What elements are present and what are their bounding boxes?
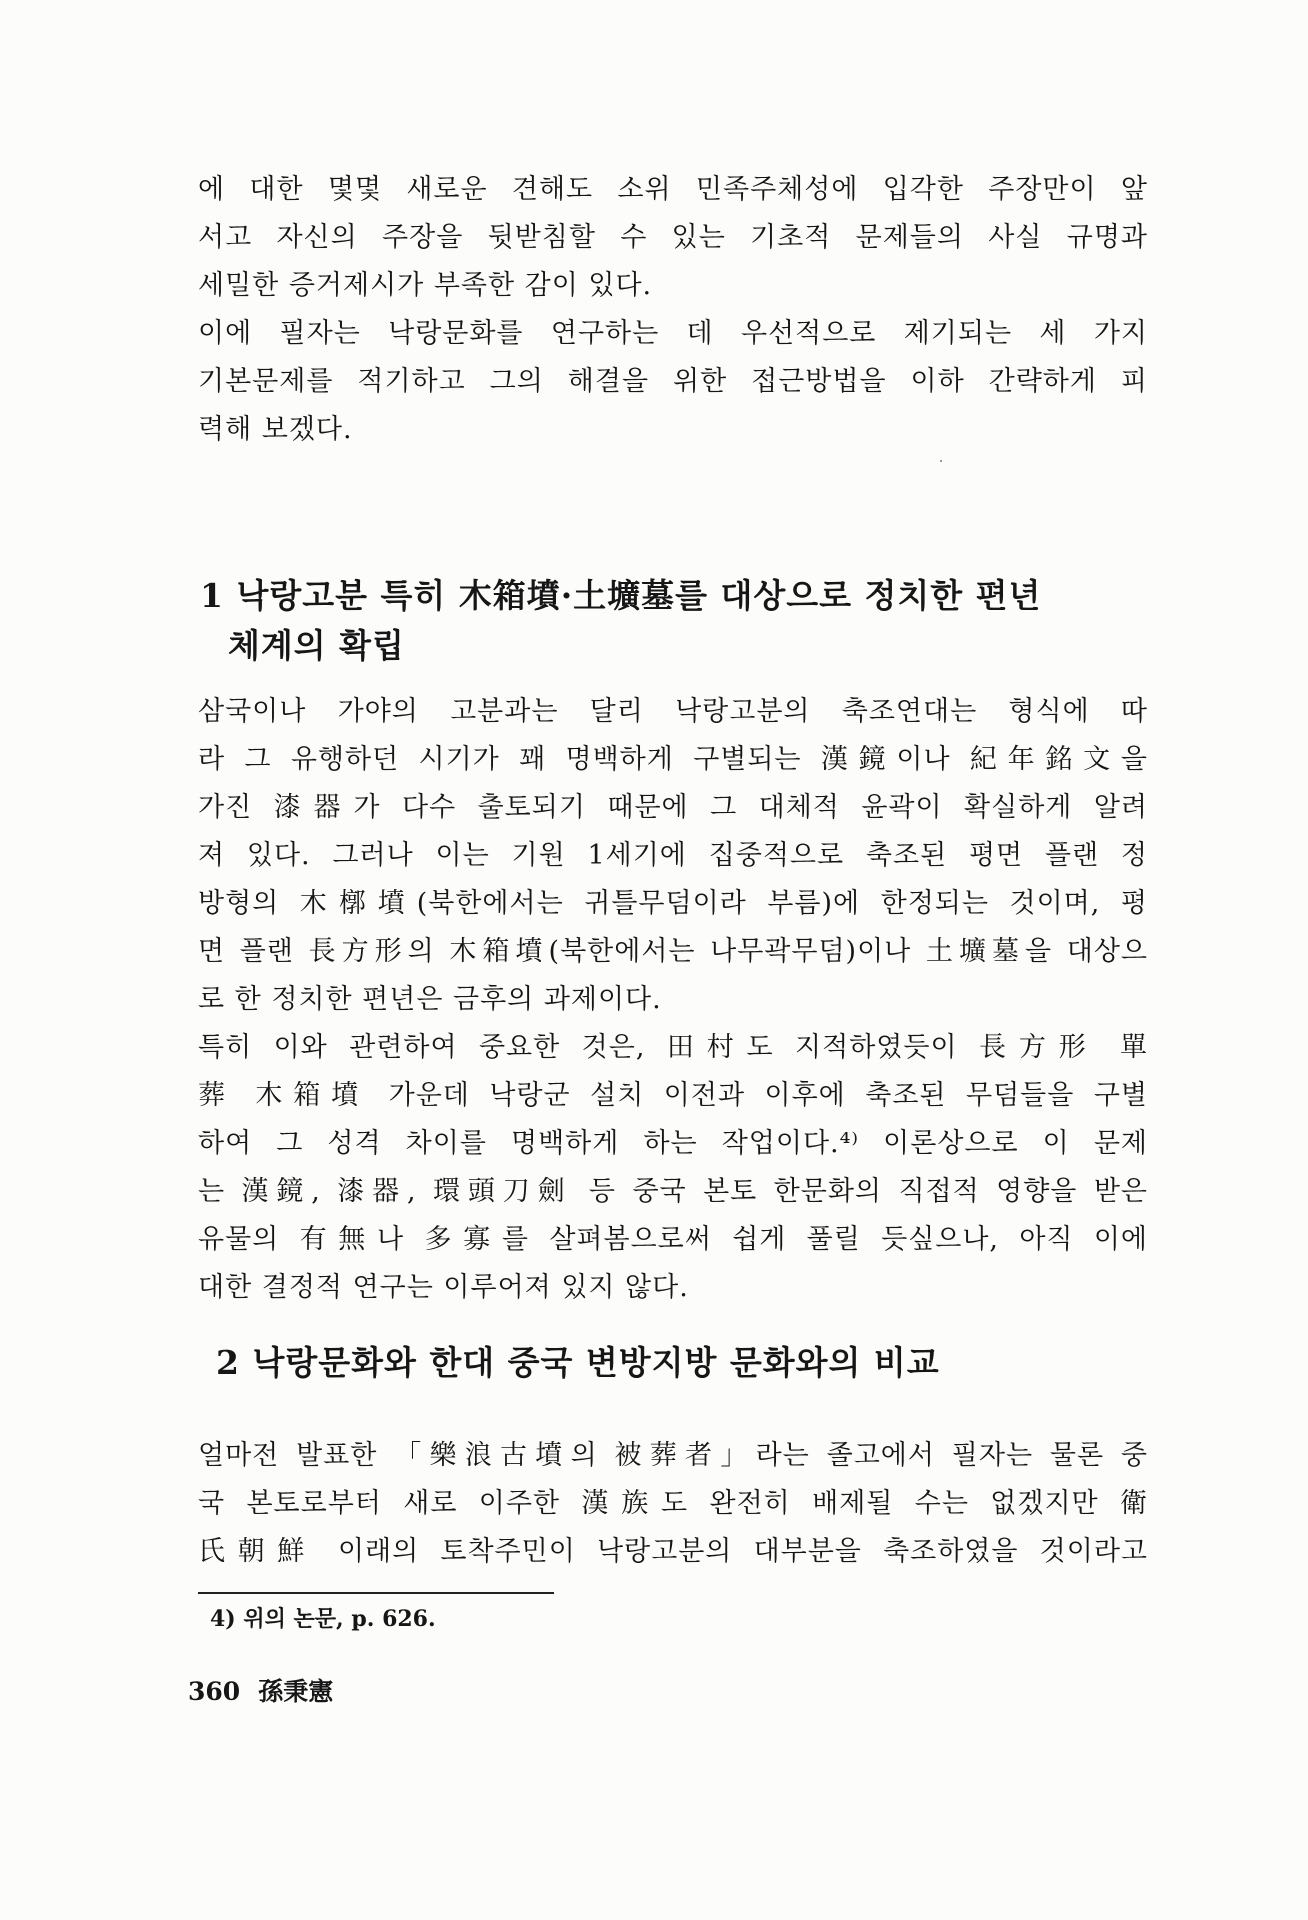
section1-line: 특히 이와 관련하여 중요한 것은, 田村도 지적하였듯이 長方形 單: [198, 1032, 1148, 1063]
intro-line: 이에 필자는 낙랑문화를 연구하는 데 우선적으로 제기되는 세 가지: [198, 318, 1148, 349]
scan-speck: [940, 460, 942, 462]
section1-line: 삼국이나 가야의 고분과는 달리 낙랑고분의 축조연대는 형식에 따: [198, 696, 1148, 727]
section1-line: 가진 漆器가 다수 출토되기 때문에 그 대체적 윤곽이 확실하게 알려: [198, 792, 1148, 823]
intro-line: 서고 자신의 주장을 뒷받침할 수 있는 기초적 문제들의 사실 규명과: [198, 222, 1148, 253]
intro-line: 에 대한 몇몇 새로운 견해도 소위 민족주체성에 입각한 주장만이 앞: [198, 174, 1148, 205]
section1-line: 라 그 유행하던 시기가 꽤 명백하게 구별되는 漢鏡이나 紀年銘文을: [198, 744, 1148, 775]
section1-line: 로 한 정치한 편년은 금후의 과제이다.: [198, 984, 662, 1015]
author-name: 孫秉憲: [258, 1677, 334, 1706]
section2-line: 국 본토로부터 새로 이주한 漢族도 완전히 배제될 수는 없겠지만 衛: [198, 1488, 1148, 1519]
intro-line: 세밀한 증거제시가 부족한 감이 있다.: [198, 270, 653, 301]
section1-line: 대한 결정적 연구는 이루어져 있지 않다.: [198, 1272, 689, 1303]
section1-heading-cont: 체계의 확립: [228, 626, 405, 665]
page-number: 360: [188, 1677, 241, 1706]
footnote-rule: [198, 1592, 554, 1594]
intro-line: 기본문제를 적기하고 그의 해결을 위한 접근방법을 이하 간략하게 피: [198, 366, 1148, 397]
footnote: 4) 위의 논문, p. 626.: [210, 1606, 436, 1632]
section1-line: 유물의 有無나 多寡를 살펴봄으로써 쉽게 풀릴 듯싶으나, 아직 이에: [198, 1224, 1148, 1255]
section1-line: 방형의 木槨墳(북한에서는 귀틀무덤이라 부름)에 한정되는 것이며, 평: [198, 888, 1148, 919]
page-footer: [188, 1675, 333, 1709]
section1-line: 하여 그 성격 차이를 명백하게 하는 작업이다.⁴⁾ 이론상으로 이 문제: [198, 1128, 1148, 1159]
section1-line: 져 있다. 그러나 이는 기원 1세기에 집중적으로 축조된 평면 플랜 정: [198, 840, 1148, 871]
section2-line: 氏朝鮮 이래의 토착주민이 낙랑고분의 대부분을 축조하였을 것이라고: [198, 1536, 1148, 1567]
section1-line: 는 漢鏡, 漆器, 環頭刀劍 등 중국 본토 한문화의 직접적 영향을 받은: [198, 1176, 1148, 1207]
section1-heading: 1 낙랑고분 특히 木箱墳·土壙墓를 대상으로 정치한 편년: [200, 576, 1042, 615]
section1-line: 葬 木箱墳 가운데 낙랑군 설치 이전과 이후에 축조된 무덤들을 구별: [198, 1080, 1148, 1111]
section2-heading: 2 낙랑문화와 한대 중국 변방지방 문화와의 비교: [216, 1343, 940, 1382]
section2-line: 얼마전 발표한 「樂浪古墳의 被葬者」라는 졸고에서 필자는 물론 중: [198, 1440, 1148, 1471]
section1-line: 면 플랜 長方形의 木箱墳(북한에서는 나무곽무덤)이나 土壙墓을 대상으: [198, 936, 1148, 967]
intro-line: 력해 보겠다.: [198, 414, 353, 445]
